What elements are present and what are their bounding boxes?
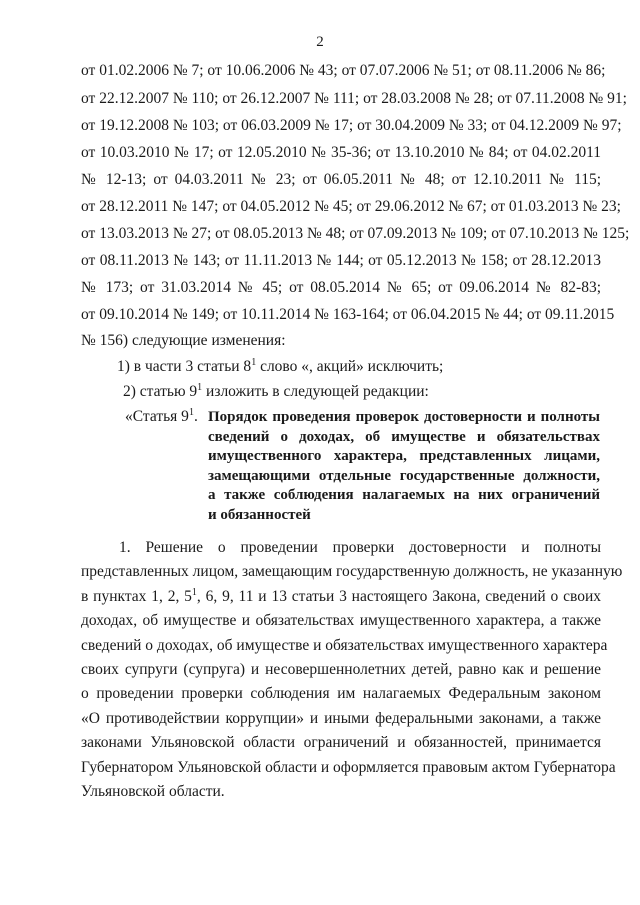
article-label: «Статья $9^1$.	[125, 406, 198, 425]
paragraph-line: Губернатором Ульяновской области и оформляется правовым актом Губернатора	[81, 758, 616, 776]
list-line-6: от 28.12.2011 № 147; от 04.05.2012 № 45; от 29.06.2012 № 67; от 01.03.2013 № 23;	[81, 198, 621, 215]
paragraph-line: сведений о доходах, об имуществе и обязательствах имущественного характера	[81, 636, 608, 654]
article-title-line: имущественного характера, представленных лицами,	[208, 448, 600, 464]
list-line-7: от 13.03.2013 № 27; от 08.05.2013 № 48; от 07.09.2013 № 109; от 07.10.2013 № 125;	[81, 225, 630, 242]
amendment-item-1: 1) в части 3 статьи $8^1$ слово «, акций» исключить;	[117, 356, 444, 375]
article-title-line: замещающими отдельные государственные должности,	[208, 467, 600, 484]
list-line-9: № 173; от 31.03.2014 № 45; от 08.05.2014 № 65; от 09.06.2014 № 82-83;	[81, 279, 601, 296]
list-line-1: от 01.02.2006 № 7; от 10.06.2006 № 43; от 07.07.2006 № 51; от 08.11.2006 № 86;	[81, 62, 606, 79]
paragraph-line: Ульяновской области.	[81, 782, 225, 800]
paragraph-line: «О противодействии коррупции» и иными федеральными законами, а также	[81, 709, 601, 727]
paragraph-line: доходах, об имуществе и обязательствах имущественного характера, а также	[81, 612, 601, 630]
paragraph-line: о проведении проверки соблюдения им налагаемых Федеральным законом	[81, 685, 601, 703]
paragraph-1	[81, 538, 623, 806]
paragraph-line: в пунктах 1, 2, $5^1$, 6, 9, 11 и 13 статьи 3 настоящего Закона, сведений о своих	[81, 586, 601, 605]
paragraph-line: 1. Решение о проведении проверки достоверности и полноты	[119, 539, 601, 556]
article-title-line: Порядок проведения проверок достоверности и полноты	[208, 409, 600, 425]
article-title-line: а также соблюдения налагаемых на них ограничений	[208, 487, 600, 503]
amendment-item-2: 2) статью $9^1$ изложить в следующей редакции:	[123, 381, 429, 400]
article-title-line: и обязанностей	[208, 506, 311, 523]
paragraph-line: своих супруги (супруга) и несовершеннолетних детей, равно как и решение	[81, 660, 601, 678]
list-line-2: от 22.12.2007 № 110; от 26.12.2007 № 111; от 28.03.2008 № 28; от 07.11.2008 № 91;	[81, 90, 627, 107]
list-line-5: № 12-13; от 04.03.2011 № 23; от 06.05.2011 № 48; от 12.10.2011 № 115;	[81, 171, 601, 188]
article-title-line: сведений о доходах, об имуществе и обязательствах	[208, 428, 600, 445]
list-line-8: от 08.11.2013 № 143; от 11.11.2013 № 144; от 05.12.2013 № 158; от 28.12.2013	[81, 252, 601, 269]
list-line-10: от 09.10.2014 № 149; от 10.11.2014 № 163-164; от 06.04.2015 № 44; от 09.11.2015	[81, 306, 615, 323]
article-title	[208, 408, 600, 525]
list-line-3: от 19.12.2008 № 103; от 06.03.2009 № 17; от 30.04.2009 № 33; от 04.12.2009 № 97;	[81, 117, 622, 134]
list-line-last: № 156) следующие изменения:	[81, 332, 286, 349]
page-number: 2	[316, 34, 324, 50]
list-line-4: от 10.03.2010 № 17; от 12.05.2010 № 35-36; от 13.10.2010 № 84; от 04.02.2011	[81, 144, 601, 161]
paragraph-line: представленных лицом, замещающим государственную должность, не указанную	[81, 563, 623, 581]
paragraph-line: законами Ульяновской области ограничений и обязанностей, принимается	[81, 734, 601, 752]
